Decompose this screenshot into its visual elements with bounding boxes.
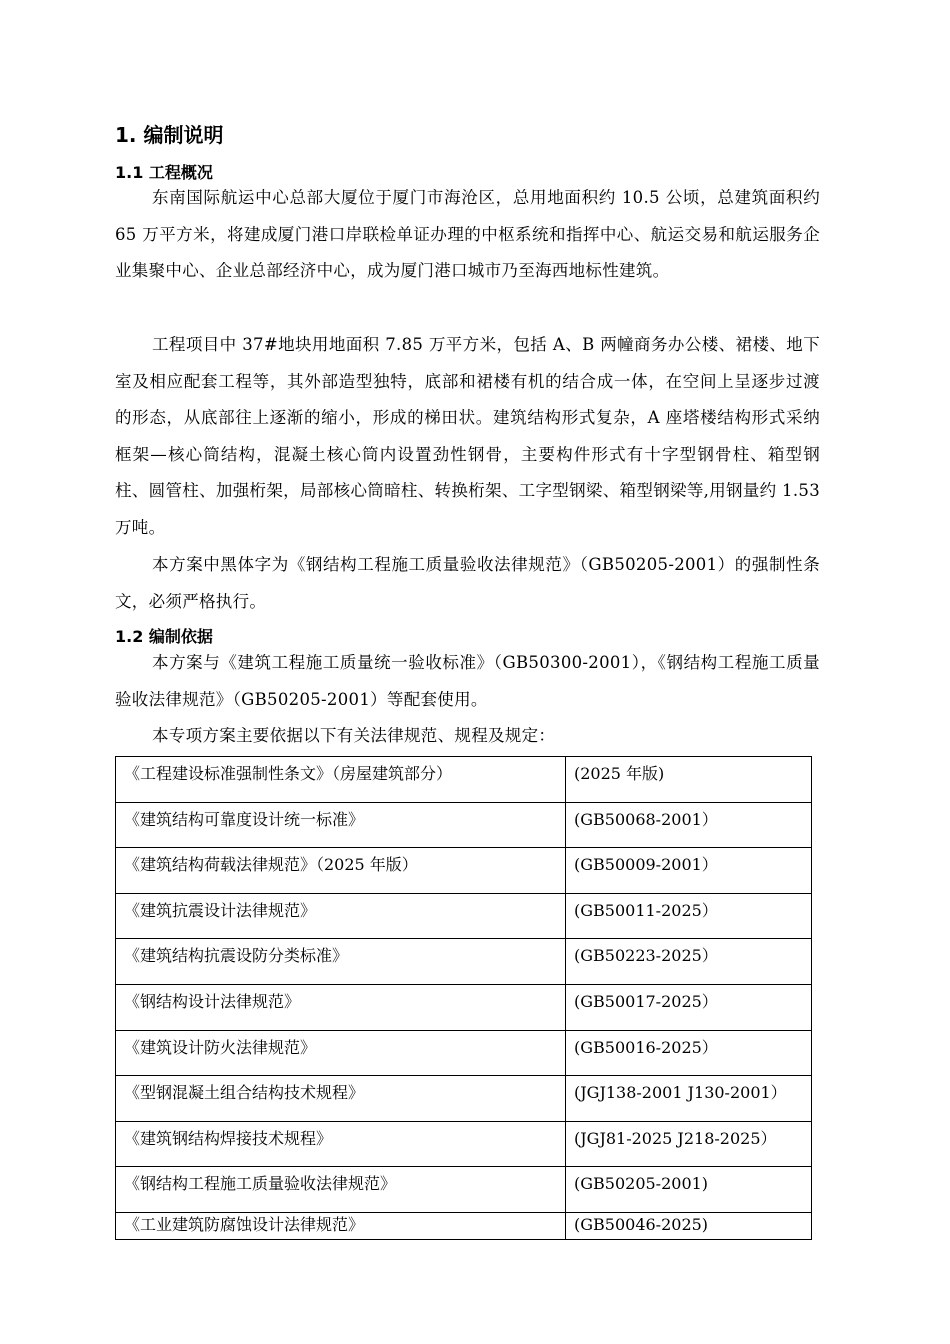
reference-code: (GB50068-2001）	[566, 802, 812, 848]
basis-paragraph-2: 本专项方案主要依据以下有关法律规范、规程及规定：	[152, 726, 556, 745]
reference-name: 《建筑抗震设计法律规范》	[116, 893, 566, 939]
table-row	[116, 939, 812, 985]
reference-code: (GB50223-2025）	[566, 939, 812, 985]
reference-code: (GB50011-2025）	[566, 893, 812, 939]
reference-name: 《建筑设计防火法律规范》	[116, 1030, 566, 1076]
section-1-heading: 1. 编制说明	[115, 123, 224, 147]
reference-code: (JGJ138-2001 J130-2001）	[566, 1076, 812, 1122]
reference-name: 《钢结构工程施工质量验收法律规范》	[116, 1167, 566, 1213]
table-row	[116, 1030, 812, 1076]
table-row	[116, 893, 812, 939]
reference-name: 《建筑结构荷载法律规范》（2025 年版）	[116, 848, 566, 894]
overview-paragraph-2: 工程项目中 37#地块用地面积 7.85 万平方米，包括 A、B 两幢商务办公楼、裙楼、地下室及相应配套工程等，其外部造型独特，底部和裙楼有机的结合成一体，在空间上呈逐步过渡的形态，从底部往上逐渐的缩小，形成的梯田状。建筑结构形式复杂，A 座塔楼结构形式采纳框架—核心筒结构，混凝土核心筒内设置劲性钢骨，主要构件形式有十字型钢骨柱、箱型钢柱、圆管柱、加强桁架，局部核心筒暗柱、转换桁架、工字型钢梁、箱型钢梁等,用钢量约 1.53 万吨。	[115, 335, 820, 537]
table-row	[116, 1121, 812, 1167]
reference-code: (GB50046-2025)	[566, 1212, 812, 1239]
reference-code: (GB50016-2025）	[566, 1030, 812, 1076]
table-row	[116, 1076, 812, 1122]
reference-code: (GB50205-2001)	[566, 1167, 812, 1213]
table-row	[116, 848, 812, 894]
table-row	[116, 1212, 812, 1239]
table-row	[116, 1167, 812, 1213]
basis-paragraph-1: 本方案与《建筑工程施工质量统一验收标准》（GB50300-2001），《钢结构工程施工质量验收法律规范》（GB50205-2001）等配套使用。	[115, 653, 820, 709]
references-table	[115, 756, 812, 1240]
section-1-2-heading: 1.2 编制依据	[115, 627, 213, 646]
reference-code: (JGJ81-2025 J218-2025）	[566, 1121, 812, 1167]
overview-paragraph-3: 本方案中黑体字为《钢结构工程施工质量验收法律规范》（GB50205-2001）的强制性条文，必须严格执行。	[115, 555, 820, 611]
table-row	[116, 802, 812, 848]
reference-code: (GB50009-2001）	[566, 848, 812, 894]
reference-code: (GB50017-2025）	[566, 984, 812, 1030]
overview-paragraph-1: 东南国际航运中心总部大厦位于厦门市海沧区，总用地面积约 10.5 公顷，总建筑面积约 65 万平方米，将建成厦门港口岸联检单证办理的中枢系统和指挥中心、航运交易和航运服务企业集聚中心、企业总部经济中心，成为厦门港口城市乃至海西地标性建筑。	[115, 188, 820, 280]
table-row	[116, 984, 812, 1030]
table-row	[116, 757, 812, 803]
reference-name: 《建筑钢结构焊接技术规程》	[116, 1121, 566, 1167]
reference-code: (2025 年版)	[566, 757, 812, 803]
reference-name: 《建筑结构可靠度设计统一标准》	[116, 802, 566, 848]
reference-name: 《建筑结构抗震设防分类标准》	[116, 939, 566, 985]
reference-name: 《型钢混凝土组合结构技术规程》	[116, 1076, 566, 1122]
reference-name: 《工业建筑防腐蚀设计法律规范》	[116, 1212, 566, 1239]
section-1-1-heading: 1.1 工程概况	[115, 163, 213, 182]
reference-name: 《工程建设标准强制性条文》（房屋建筑部分）	[116, 757, 566, 803]
reference-name: 《钢结构设计法律规范》	[116, 984, 566, 1030]
